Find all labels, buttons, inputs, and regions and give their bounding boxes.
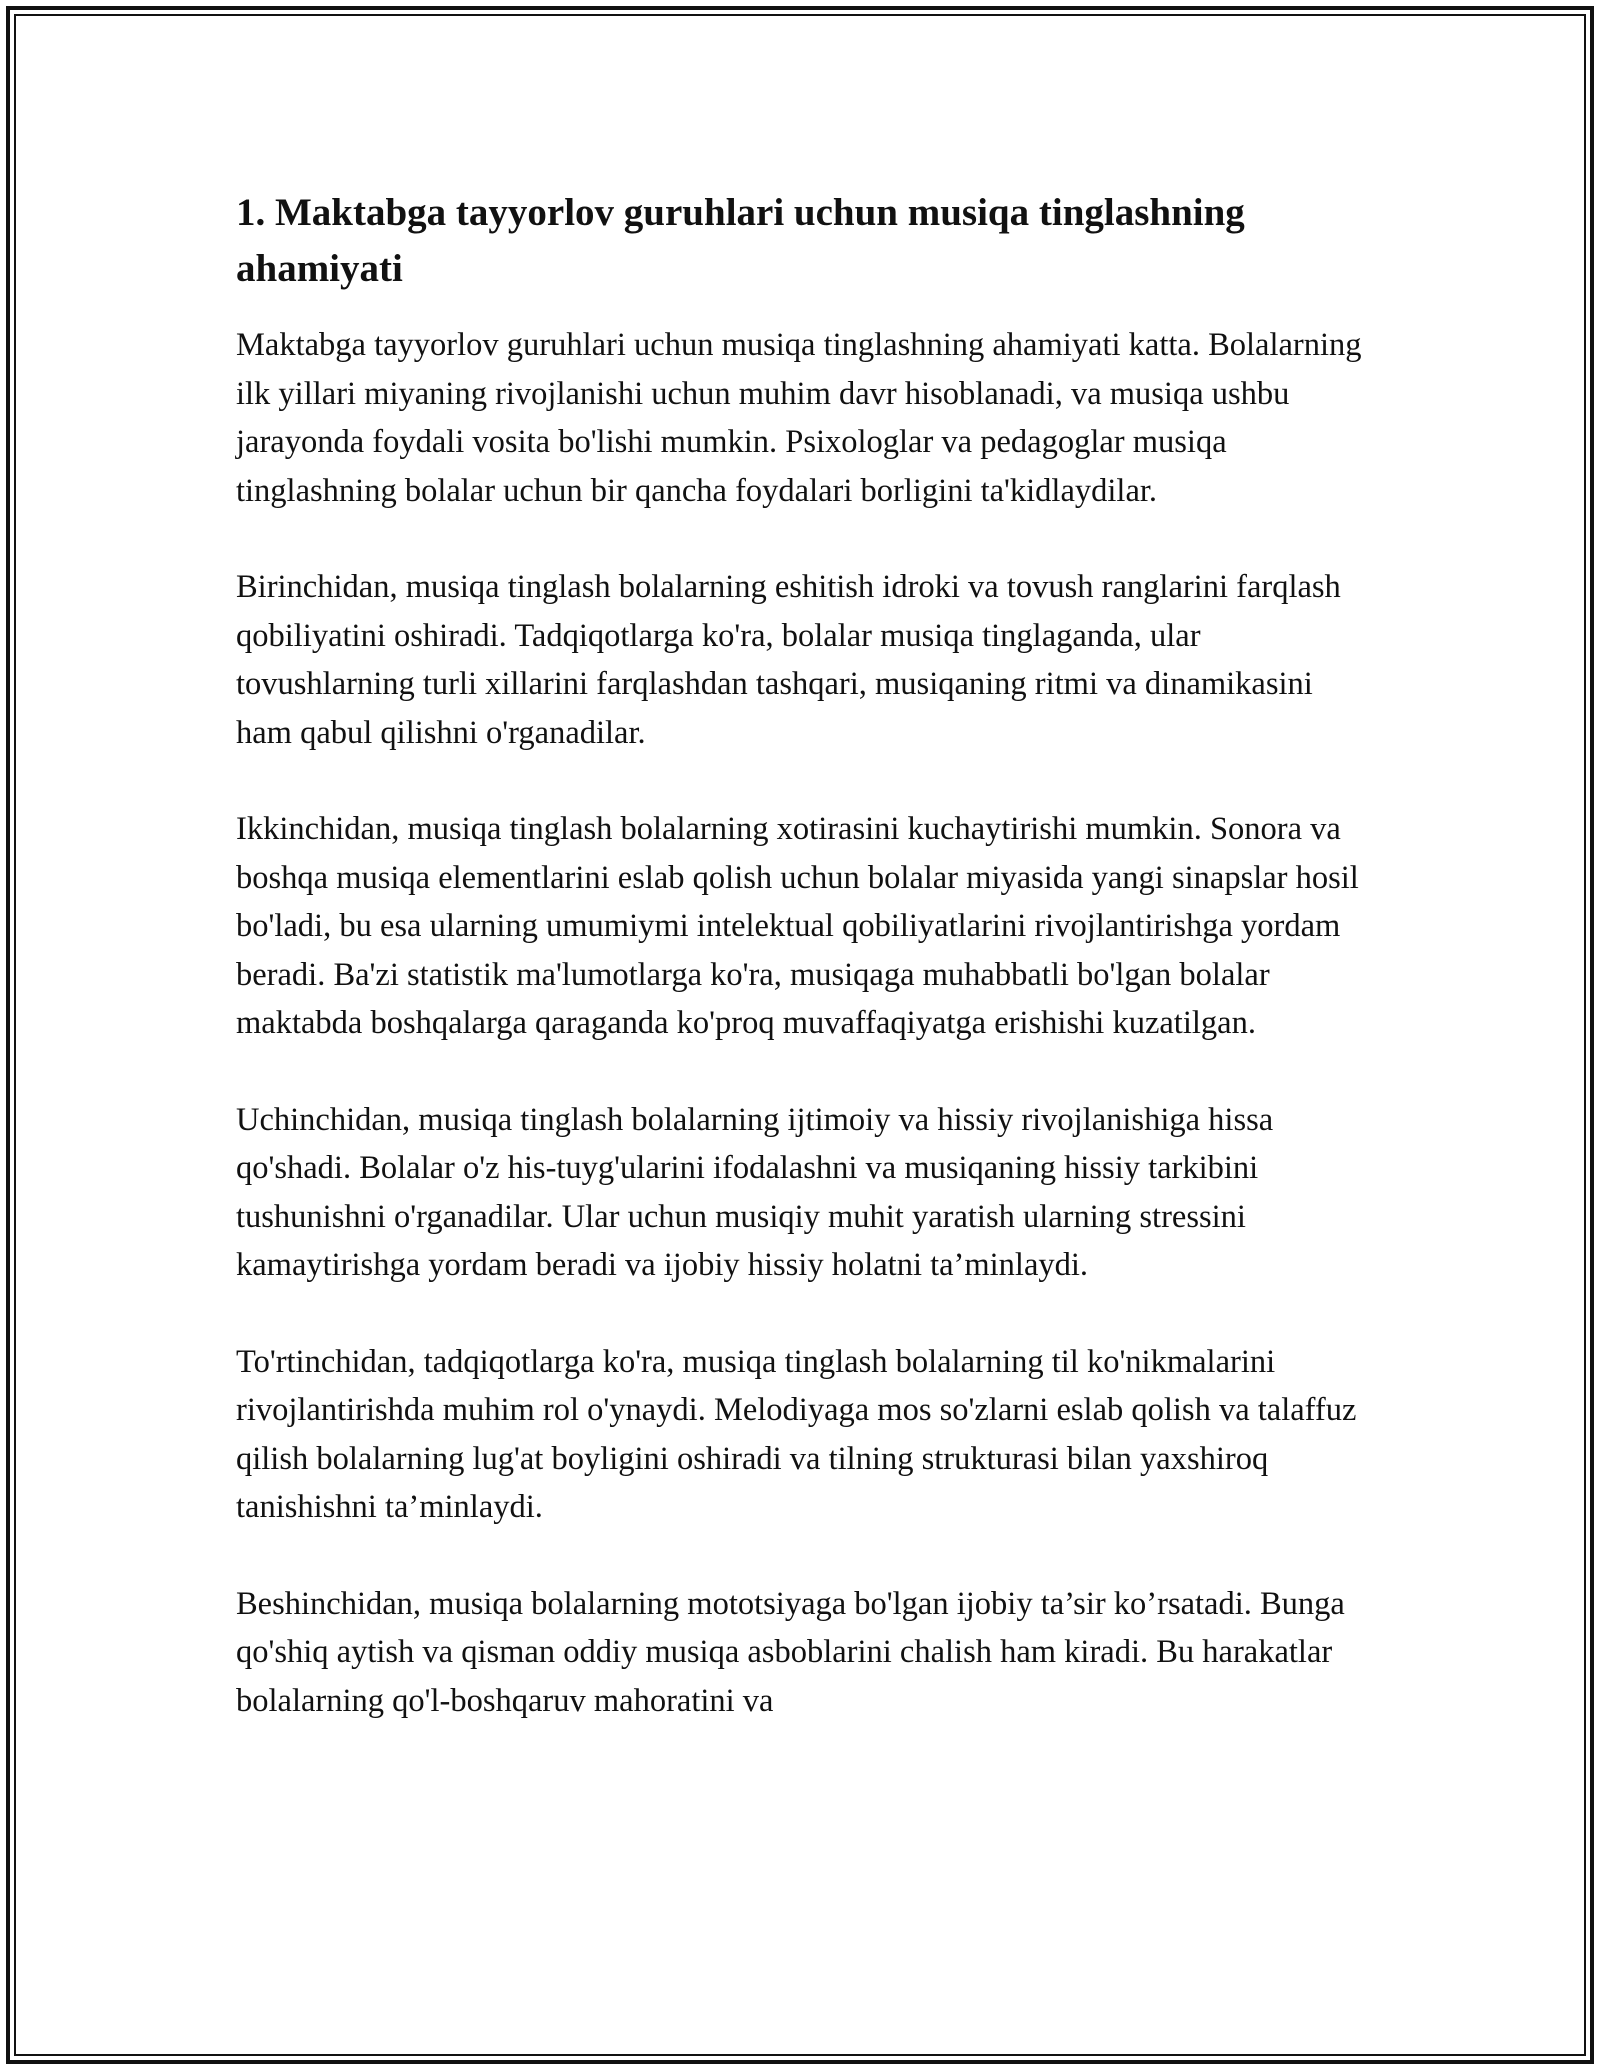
paragraph-first-point: Birinchidan, musiqa tinglash bolalarning eshitish idroki va tovush ranglarini farqlash qobiliyatini oshiradi. Tadqiqotlarga ko'ra, bolalar musiqa tinglaganda, ular tovushlarning turli xillarini farqlashdan tashqari, musiqaning ritmi va dinamikasini ham qabul qilishni o'rganadilar.	[236, 569, 1341, 751]
paragraph-third-point: Uchinchidan, musiqa tinglash bolalarning ijtimoiy va hissiy rivojlanishiga hissa qo'shadi. Bolalar o'z his-tuyg'ularini ifodalashni va musiqaning hissiy tarkibini tushunishni o'rganadilar. Ular uchun musiqiy muhit yaratish ularning stressini kamaytirishga yordam beradi va ijobiy hissiy holatni ta’minlaydi.	[236, 1101, 1274, 1283]
paragraph-second-point: Ikkinchidan, musiqa tinglash bolalarning xotirasini kuchaytirishi mumkin. Sonora va boshqa musiqa elementlarini eslab qolish uchun bolalar miyasida yangi sinapslar hosil bo'ladi, bu esa ularning umumiymi intelektual qobiliyatlarini rivojlantirishga yordam beradi. Ba'zi statistik ma'lumotlarga ko'ra, musiqaga muhabbatli bo'lgan bolalar maktabda boshqalarga qaraganda ko'proq muvaffaqiyatga erishishi kuzatilgan.	[236, 811, 1359, 1041]
document-body	[236, 185, 1376, 1725]
paragraph-intro: Maktabga tayyorlov guruhlari uchun musiqa tinglashning ahamiyati katta. Bolalarning ilk yillari miyaning rivojlanishi uchun muhim davr hisoblanadi, va musiqa ushbu jarayonda foydali vosita bo'lishi mumkin. Psixologlar va pedagoglar musiqa tinglashning bolalar uchun bir qancha foydalari borligini ta'kidlaydilar.	[236, 327, 1362, 509]
paragraph-fifth-point: Beshinchidan, musiqa bolalarning mototsiyaga bo'lgan ijobiy ta’sir ko’rsatadi. Bunga qo'shiq aytish va qisman oddiy musiqa asboblarini chalish ham kiradi. Bu harakatlar bolalarning qo'l-boshqaruv mahoratini va	[236, 1585, 1345, 1719]
section-heading: 1. Maktabga tayyorlov guruhlari uchun musiqa tinglashning ahamiyati	[236, 191, 1245, 290]
paragraph-fourth-point: To'rtinchidan, tadqiqotlarga ko'ra, musiqa tinglash bolalarning til ko'nikmalarini rivojlantirishda muhim rol o'ynaydi. Melodiyaga mos so'zlarni eslab qolish va talaffuz qilish bolalarning lug'at boyligini oshiradi va tilning strukturasi bilan yaxshiroq tanishishni ta’minlaydi.	[236, 1343, 1357, 1525]
